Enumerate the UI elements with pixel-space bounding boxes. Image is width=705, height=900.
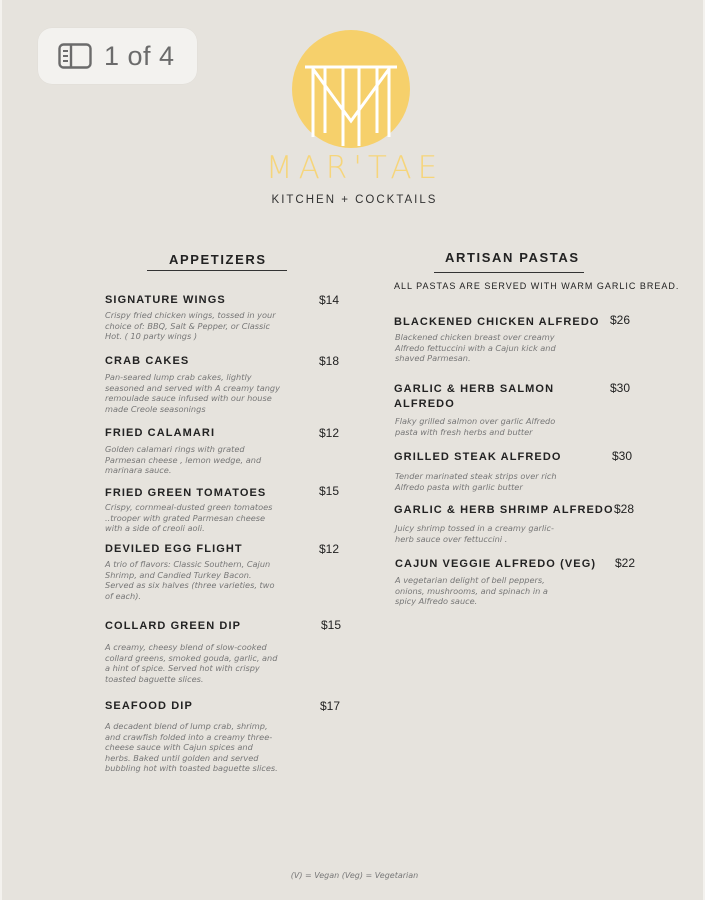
menu-item-description: Pan-seared lump crab cakes, lightly seasoned and served with A creamy tangy remoulade sauce infused with our house made Creole seasonings xyxy=(105,372,280,414)
menu-item-description: Crispy, cornmeal-dusted green tomatoes ..trooper with grated Parmesan cheese with a side of creoli aoli. xyxy=(105,502,273,534)
menu-item-name: FRIED CALAMARI xyxy=(105,427,216,439)
menu-item-description: Tender marinated steak strips over rich Alfredo pasta with garlic butter xyxy=(395,471,557,492)
menu-item-name: SEAFOOD DIP xyxy=(105,700,193,712)
menu-item-description: Golden calamari rings with grated Parmesan cheese , lemon wedge, and marinara sauce. xyxy=(105,444,262,476)
menu-item-price: $22 xyxy=(615,556,636,570)
menu-item-description: A creamy, cheesy blend of slow-cooked collard greens, smoked gouda, garlic, and a hint of spice. Served hot with crispy toasted baguette slices. xyxy=(105,642,278,684)
menu-item-price: $30 xyxy=(612,449,633,463)
menu-item-name: CRAB CAKES xyxy=(105,355,190,367)
menu-item-name: FRIED GREEN TOMATOES xyxy=(105,487,267,499)
menu-item-description: Blackened chicken breast over creamy Alfredo fettuccini with a Cajun kick and shaved Parmesan. xyxy=(395,332,556,364)
menu-item-price: $30 xyxy=(610,381,631,395)
menu-item-name: CAJUN VEGGIE ALFREDO (VEG) xyxy=(395,558,597,570)
menu-item-price: $12 xyxy=(319,542,340,556)
sidebar-toggle-icon[interactable] xyxy=(58,43,92,69)
page-indicator[interactable] xyxy=(38,28,197,84)
menu-item-price: $28 xyxy=(614,502,635,516)
menu-item-price: $17 xyxy=(320,699,341,713)
brand-tagline: KITCHEN + COCKTAILS xyxy=(271,194,438,206)
menu-item-description: A trio of flavors: Classic Southern, Cajun Shrimp, and Candied Turkey Bacon. Served as six halves (three varieties, two of each). xyxy=(105,559,275,601)
menu-item-price: $15 xyxy=(321,618,342,632)
menu-item-name: GRILLED STEAK ALFREDO xyxy=(394,451,562,463)
pastas-divider xyxy=(434,272,584,273)
menu-item-description: A decadent blend of lump crab, shrimp, and crawfish folded into a creamy three-cheese sauce with Cajun spices and herbs. Baked until golden and served bubbling hot with toasted baguette slices. xyxy=(105,721,278,774)
menu-item-description: Crispy fried chicken wings, tossed in your choice of: BBQ, Salt & Pepper, or Classic Hot. ( 10 party wings ) xyxy=(105,310,276,342)
pastas-title: ARTISAN PASTAS xyxy=(445,250,580,265)
menu-item-name: SIGNATURE WINGS xyxy=(105,294,226,306)
brand-logo xyxy=(291,29,411,149)
menu-item-price: $12 xyxy=(319,426,340,440)
menu-item-name: BLACKENED CHICKEN ALFREDO xyxy=(394,316,600,328)
menu-item-name: GARLIC & HERB SALMON ALFREDO xyxy=(394,383,555,410)
page-count-text: 1 of 4 xyxy=(104,40,175,71)
appetizers-title: APPETIZERS xyxy=(169,252,267,267)
menu-item-description: Flaky grilled salmon over garlic Alfredo pasta with fresh herbs and butter xyxy=(395,416,556,437)
menu-item-price: $18 xyxy=(319,354,340,368)
brand-name: MAR'TAE xyxy=(265,150,444,186)
legend-footer: (V) = Vegan (Veg) = Vegetarian xyxy=(290,871,419,880)
menu-item-description: Juicy shrimp tossed in a creamy garlic-herb sauce over fettuccini . xyxy=(395,523,554,544)
appetizers-divider xyxy=(147,270,287,271)
menu-item-price: $26 xyxy=(610,313,631,327)
menu-item-price: $15 xyxy=(319,484,340,498)
menu-item-name: DEVILED EGG FLIGHT xyxy=(105,543,243,555)
menu-item-description: A vegetarian delight of bell peppers, onions, mushrooms, and spinach in a spicy Alfredo sauce. xyxy=(395,575,548,607)
menu-item-name: GARLIC & HERB SHRIMP ALFREDO xyxy=(394,504,614,516)
pastas-note: ALL PASTAS ARE SERVED WITH WARM GARLIC BREAD. xyxy=(394,281,680,291)
menu-item-price: $14 xyxy=(319,293,340,307)
menu-item-name: COLLARD GREEN DIP xyxy=(105,620,242,632)
